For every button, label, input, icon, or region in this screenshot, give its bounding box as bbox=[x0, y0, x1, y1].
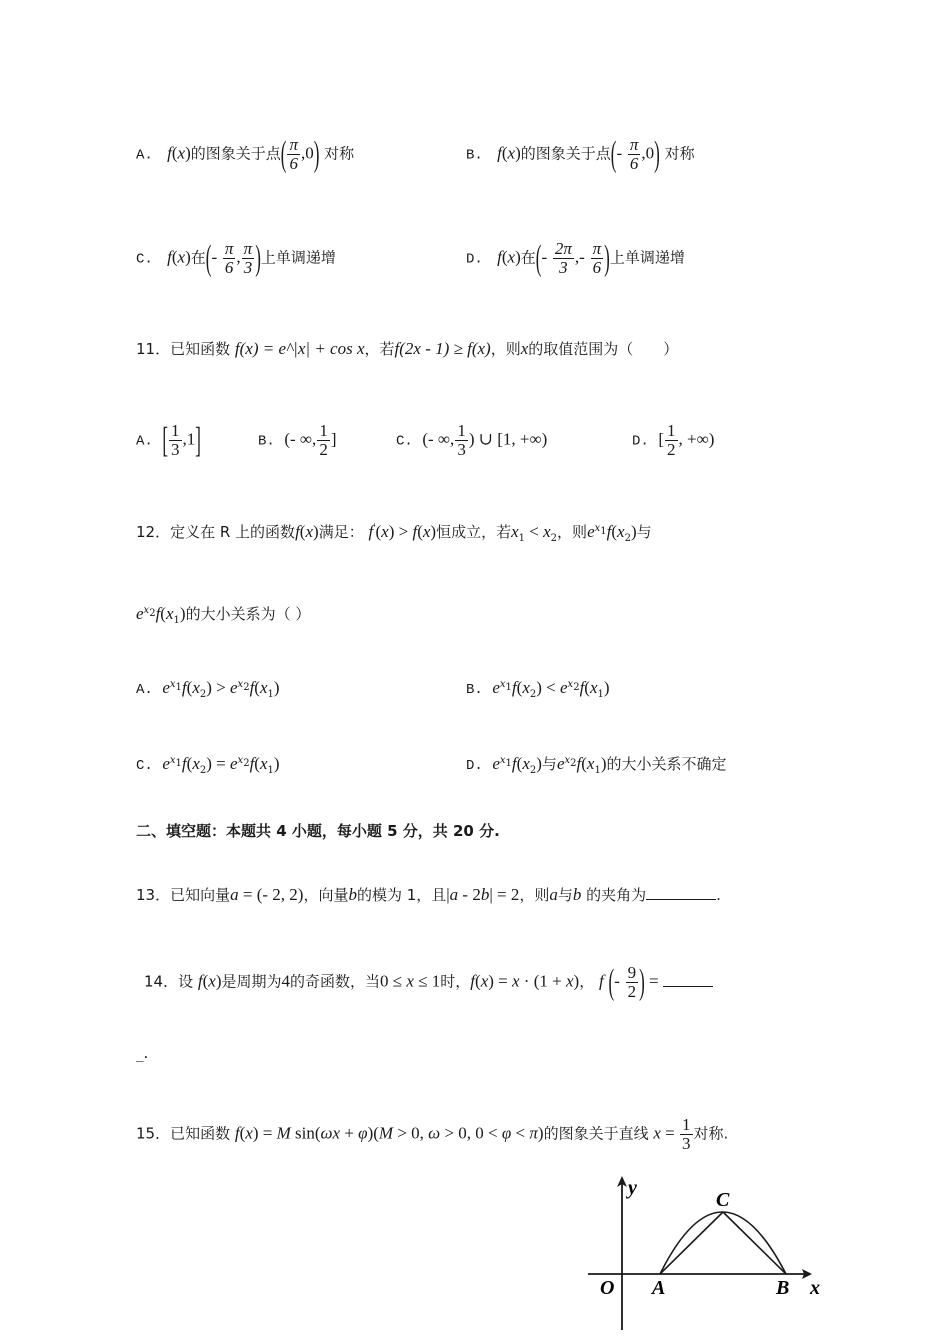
q12-stem-line1: 12．定义在 R 上的函数f(x)满足： f′(x) > f(x)恒成立，若$x_1 < x_2$，则$e^{x_1}f(x_2)$与 bbox=[136, 522, 652, 544]
q12-option-a[interactable]: A. $e^{x_1}f(x_2) > e^{x_2}f(x_1)$ bbox=[136, 678, 280, 700]
option-label: D. bbox=[466, 251, 483, 268]
label-x: x bbox=[810, 1277, 820, 1299]
q15-stem: 15．已知函数 f(x) = M sin(ωx + φ)(M > 0, ω > 0, 0 < φ < π)的图象关于直线 x = $\frac{1}{3}$ 对称. bbox=[136, 1115, 729, 1153]
q12-option-d[interactable]: D. $e^{x_1}f(x_2)$与$e^{x_2}f(x_1)$的大小关系不确定 bbox=[466, 754, 727, 776]
label-c: C bbox=[716, 1189, 730, 1211]
q11-option-b[interactable]: B. (- ∞, $\frac{1}{2}$ ] bbox=[258, 421, 337, 459]
option-label: B. bbox=[466, 147, 483, 164]
sine-curve bbox=[660, 1212, 786, 1274]
q11-condition: f(2x - 1) ≥ f(x) bbox=[394, 339, 491, 358]
answer-blank[interactable] bbox=[646, 885, 716, 900]
q11-function: f(x) = e^|x| + cos x bbox=[234, 339, 365, 358]
q12-option-c[interactable]: C. $e^{x_1}f(x_2) = e^{x_2}f(x_1)$ bbox=[136, 754, 280, 776]
segment-ac bbox=[660, 1212, 723, 1274]
segment-cb bbox=[723, 1212, 786, 1274]
q11-option-a[interactable]: A. [ $\frac{1}{3}$ ,1] bbox=[136, 419, 201, 460]
q10-option-d[interactable]: D. f(x)在(- $\frac{2\pi}{3}$ ,- $\frac{\pi}{6}$ )上单调递增 bbox=[466, 237, 685, 278]
q13-stem: 13．已知向量a = (- 2, 2)，向量b的模为 1，且|a - 2b| = 2，则a与b 的夹角为 . bbox=[136, 885, 721, 904]
q15-graph bbox=[580, 1170, 830, 1340]
q11-option-d[interactable]: D. [ $\frac{1}{2}$ , +∞) bbox=[632, 421, 715, 459]
q11-stem: 11．已知函数 f(x) = e^|x| + cos x，若f(2x - 1) ≥ f(x)，则x的取值范围为（ ） bbox=[136, 339, 679, 358]
label-a: A bbox=[652, 1277, 666, 1299]
q10-option-a[interactable]: A. f(x)的图象关于点( $\frac{\pi}{6}$ ,0) 对称 bbox=[136, 133, 355, 174]
q10-option-c[interactable]: C. f(x)在(- $\frac{\pi}{6}$ , $\frac{\pi}{3}$ )上单调递增 bbox=[136, 237, 336, 278]
section-heading: 二、填空题：本题共 4 小题，每小题 5 分，共 20 分. bbox=[136, 822, 500, 840]
q12-stem-line2: $e^{x_2}f(x_1)$的大小关系为（ ） bbox=[136, 604, 311, 626]
label-o: O bbox=[600, 1277, 615, 1299]
answer-blank[interactable] bbox=[663, 972, 713, 987]
q10-option-b[interactable]: B. f(x)的图象关于点(- $\frac{\pi}{6}$ ,0) 对称 bbox=[466, 133, 695, 174]
q11-option-c[interactable]: C. (- ∞, $\frac{1}{3}$ ) ∪ [1, +∞) bbox=[396, 421, 548, 459]
q14-continuation: _. bbox=[136, 1044, 149, 1062]
option-label: A. bbox=[136, 147, 153, 164]
q12-option-b[interactable]: B. $e^{x_1}f(x_2) < e^{x_2}f(x_1)$ bbox=[466, 678, 610, 700]
option-label: C. bbox=[136, 251, 153, 268]
label-b: B bbox=[776, 1277, 790, 1299]
q14-stem: 14．设 f(x)是周期为4的奇函数，当0 ≤ x ≤ 1时，f(x) = x · (1 + x)， f (- $\frac{9}{2}$ ) = bbox=[144, 964, 713, 1001]
label-y: y bbox=[628, 1177, 637, 1199]
